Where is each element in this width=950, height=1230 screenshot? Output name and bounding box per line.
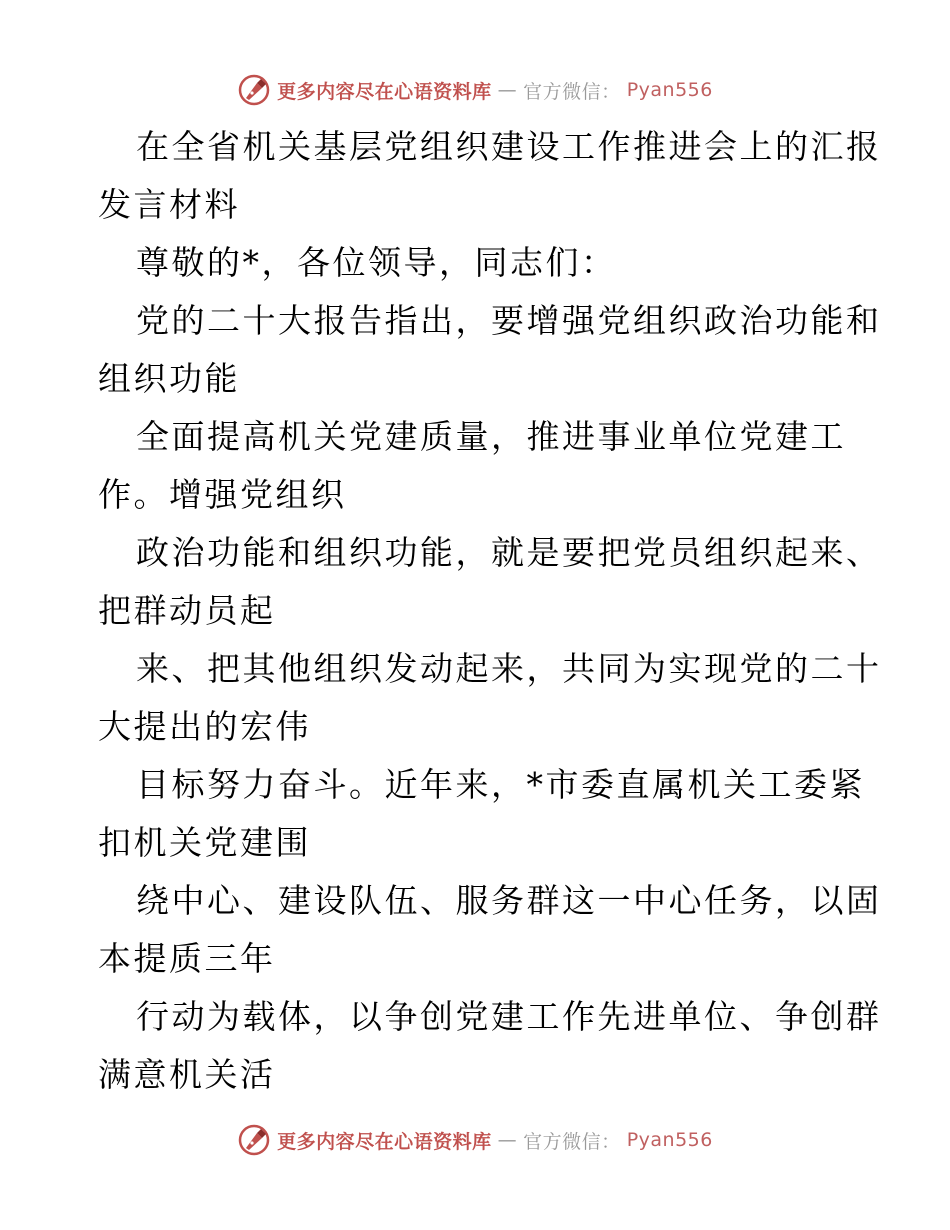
text-line: 发言材料: [98, 185, 240, 224]
text-line: 来、把其他组织发动起来，共同为实现党的二十: [136, 649, 882, 688]
text-line: 满意机关活: [98, 1055, 276, 1094]
document-body: [98, 118, 882, 1104]
text-line: 绕中心、建设队伍、服务群这一中心任务，以固: [136, 881, 882, 920]
text-line: 全面提高机关党建质量，推进事业单位党建工: [136, 417, 846, 456]
watermark-text: 更多内容尽在心语资料库: [277, 1130, 492, 1153]
watermark-dash: —: [497, 1129, 518, 1151]
pen-nib-logo-icon: [237, 73, 271, 107]
text-line: 本提质三年: [98, 939, 276, 978]
pen-nib-logo-icon: [237, 1123, 271, 1157]
text-line: 党的二十大报告指出，要增强党组织政治功能和: [136, 301, 882, 340]
header-watermark: [0, 70, 950, 110]
text-line: 在全省机关基层党组织建设工作推进会上的汇报: [136, 127, 882, 166]
watermark-text: 更多内容尽在心语资料库: [277, 80, 492, 103]
watermark-wechat-id: Pyan556: [626, 79, 713, 101]
text-line: 组织功能: [98, 359, 240, 398]
watermark-wechat-label: 官方微信：: [523, 1130, 621, 1153]
text-line: 行动为载体，以争创党建工作先进单位、争创群: [136, 997, 882, 1036]
text-line: 把群动员起: [98, 591, 276, 630]
text-line: 扣机关党建围: [98, 823, 311, 862]
text-line: 目标努力奋斗。近年来，*市委直属机关工委紧: [136, 765, 865, 804]
text-line: 尊敬的*，各位领导，同志们：: [136, 243, 617, 282]
watermark-dash: —: [497, 79, 518, 101]
text-line: 大提出的宏伟: [98, 707, 311, 746]
text-line: 政治功能和组织功能，就是要把党员组织起来、: [136, 533, 882, 572]
footer-watermark: [0, 1120, 950, 1160]
watermark-wechat-id: Pyan556: [626, 1129, 713, 1151]
watermark-wechat-label: 官方微信：: [523, 80, 621, 103]
text-line: 作。增强党组织: [98, 475, 347, 514]
